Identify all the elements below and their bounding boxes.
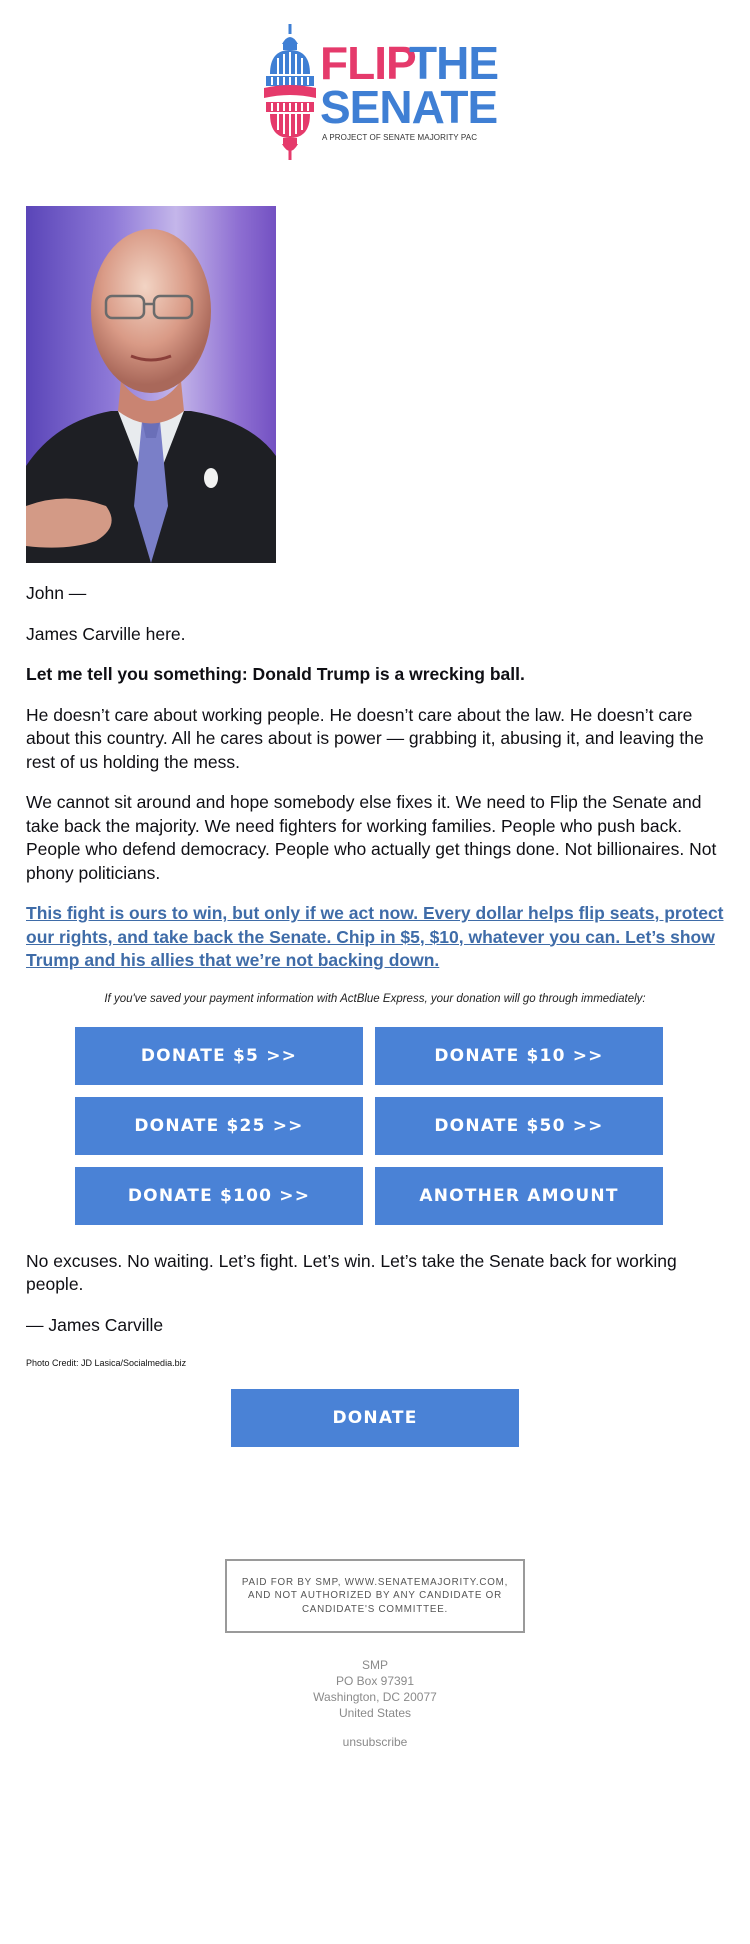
address-line: PO Box 97391 (335, 1674, 415, 1688)
logo-word-flip: FLIP (320, 37, 416, 89)
logo-word-senate: SENATE (320, 81, 498, 133)
donate-50-button[interactable]: DONATE $50 >> (375, 1097, 663, 1155)
paragraph-1: He doesn’t care about working people. He doesn’t care about the law. He doesn’t care about this country. All he cares about is power — grabbing it, abusing it, and leaving the rest of us holding the mess. (26, 704, 704, 772)
address-line: SMP (361, 1658, 388, 1672)
email-body (0, 206, 750, 1749)
address-line: United States (338, 1706, 412, 1720)
greeting: John — (26, 583, 87, 603)
signature: — James Carville (26, 1314, 164, 1335)
donate-5-button[interactable]: DONATE $5 >> (75, 1027, 363, 1085)
mailing-address (26, 1657, 724, 1721)
address-line: Washington, DC 20077 (313, 1690, 437, 1704)
capitol-dome-icon (262, 22, 318, 162)
donate-button-grid (75, 1027, 675, 1225)
photo-credit: Photo Credit: JD Lasica/Socialmedia.biz (26, 1358, 187, 1368)
cta-link[interactable]: This fight is ours to win, but only if we act now. Every dollar helps flip seats, protect our rights, and take back the Senate. Chip in $5, $10, whatever you can. Let’s show Trump and his allies that we’re not backing down. (26, 903, 724, 970)
cta-paragraph (26, 902, 724, 973)
donate-10-button[interactable]: DONATE $10 >> (375, 1027, 663, 1085)
logo-tagline: A PROJECT OF SENATE MAJORITY PAC (322, 133, 478, 142)
flip-the-senate-logo[interactable] (262, 22, 498, 167)
james-carville-photo (26, 206, 276, 563)
closing-paragraph: No excuses. No waiting. Let’s fight. Let’s win. Let’s take the Senate back for working people. (26, 1250, 677, 1294)
paid-for-disclaimer: PAID FOR BY SMP, WWW.SENATEMAJORITY.COM, AND NOT AUTHORIZED BY ANY CANDIDATE OR CANDIDATE'S COMMITTEE. (225, 1559, 525, 1633)
logo-word-the: THE (409, 37, 498, 89)
headline: Let me tell you something: Donald Trump is a wrecking ball. (26, 664, 525, 684)
actblue-express-note: If you've saved your payment information with ActBlue Express, your donation will go through immediately: (104, 992, 646, 1005)
paragraph-2: We cannot sit around and hope somebody else fixes it. We need to Flip the Senate and take back the majority. We need fighters for working families. People who push back. People who defend democracy. People who actually get things done. Not billionaires. Not phony politicians. (26, 792, 717, 883)
donate-25-button[interactable]: DONATE $25 >> (75, 1097, 363, 1155)
unsubscribe-link[interactable]: unsubscribe (342, 1735, 408, 1749)
intro-line: James Carville here. (26, 623, 186, 644)
another-amount-button[interactable]: ANOTHER AMOUNT (375, 1167, 663, 1225)
main-donate-button[interactable]: DONATE (231, 1389, 519, 1447)
header (0, 0, 750, 206)
donate-100-button[interactable]: DONATE $100 >> (75, 1167, 363, 1225)
